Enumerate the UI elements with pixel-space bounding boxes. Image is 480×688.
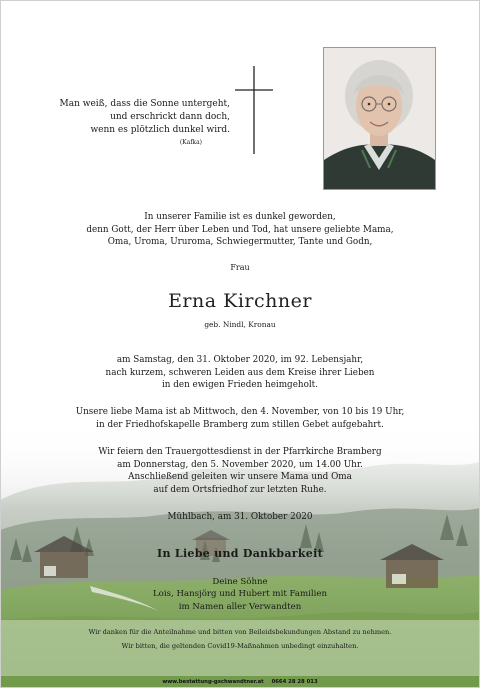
place-date: Mühlbach, am 31. Oktober 2020 [167, 512, 313, 522]
intro-line: Oma, Uroma, Ururoma, Schwiegermutter, Tante und Godn, [107, 237, 373, 248]
footer-phone: 0664 28 28 013 [271, 679, 318, 685]
notes [0, 627, 480, 652]
poem [10, 98, 230, 147]
viewing-line: in der Friedhofskapelle Bramberg zum stillen Gebet aufgebahrt. [96, 419, 384, 430]
death-notice-line: nach kurzem, schweren Leiden aus dem Kreise ihrer Lieben [105, 367, 375, 378]
footer-website[interactable]: www.bestattung-gschwandtner.at [162, 679, 264, 685]
note-line: Wir bitten, die geltenden Covid19-Maßnahmen unbedingt einzuhalten. [121, 642, 359, 650]
poem-line: Man weiß, dass die Sonne untergeht, [59, 99, 230, 109]
service-line: auf dem Ortsfriedhof zur letzten Ruhe. [153, 484, 327, 495]
footer [0, 677, 480, 688]
poem-author: (Kafka) [179, 139, 202, 146]
deceased-name: Erna Kirchner [168, 290, 312, 312]
note-line: Wir danken für die Anteilnahme und bitten von Beileidsbekundungen Abstand zu nehmen. [88, 628, 392, 636]
viewing-info [20, 406, 460, 431]
death-notice-line: am Samstag, den 31. Oktober 2020, im 92. Lebensjahr, [116, 355, 364, 365]
intro-line: denn Gott, der Herr über Leben und Tod, hat unsere geliebte Mama, [86, 224, 394, 235]
intro-line: In unserer Familie ist es dunkel geworden, [144, 212, 336, 222]
death-notice-line: in den ewigen Frieden heimgeholt. [161, 380, 319, 391]
salutation: Frau [230, 263, 250, 272]
mourners-line: Deine Söhne [212, 577, 268, 587]
mourners-list [20, 576, 460, 613]
portrait-photo [323, 47, 436, 190]
viewing-line: Unsere liebe Mama ist ab Mittwoch, den 4. November, von 10 bis 19 Uhr, [75, 407, 405, 417]
intro-text [20, 211, 460, 249]
mourners-line: im Namen aller Verwandten [178, 601, 302, 612]
service-info [20, 446, 460, 496]
service-line: Wir feiern den Trauergottesdienst in der Pfarrkirche Bramberg [98, 447, 382, 457]
cross-icon [232, 64, 276, 156]
poem-line: und erschrickt dann doch, [110, 112, 230, 122]
service-line: Anschließend geleiten wir unsere Mama und Oma [128, 472, 352, 483]
poem-line: wenn es plötzlich dunkel wird. [90, 125, 230, 135]
death-notice [20, 354, 460, 392]
service-line: am Donnerstag, den 5. November 2020, um 14.00 Uhr. [117, 459, 363, 470]
mourners-line: Lois, Hansjörg und Hubert mit Familien [152, 589, 328, 600]
birth-name: geb. Nindl, Kronau [204, 320, 276, 329]
mourners-title: In Liebe und Dankbarkeit [157, 547, 323, 560]
